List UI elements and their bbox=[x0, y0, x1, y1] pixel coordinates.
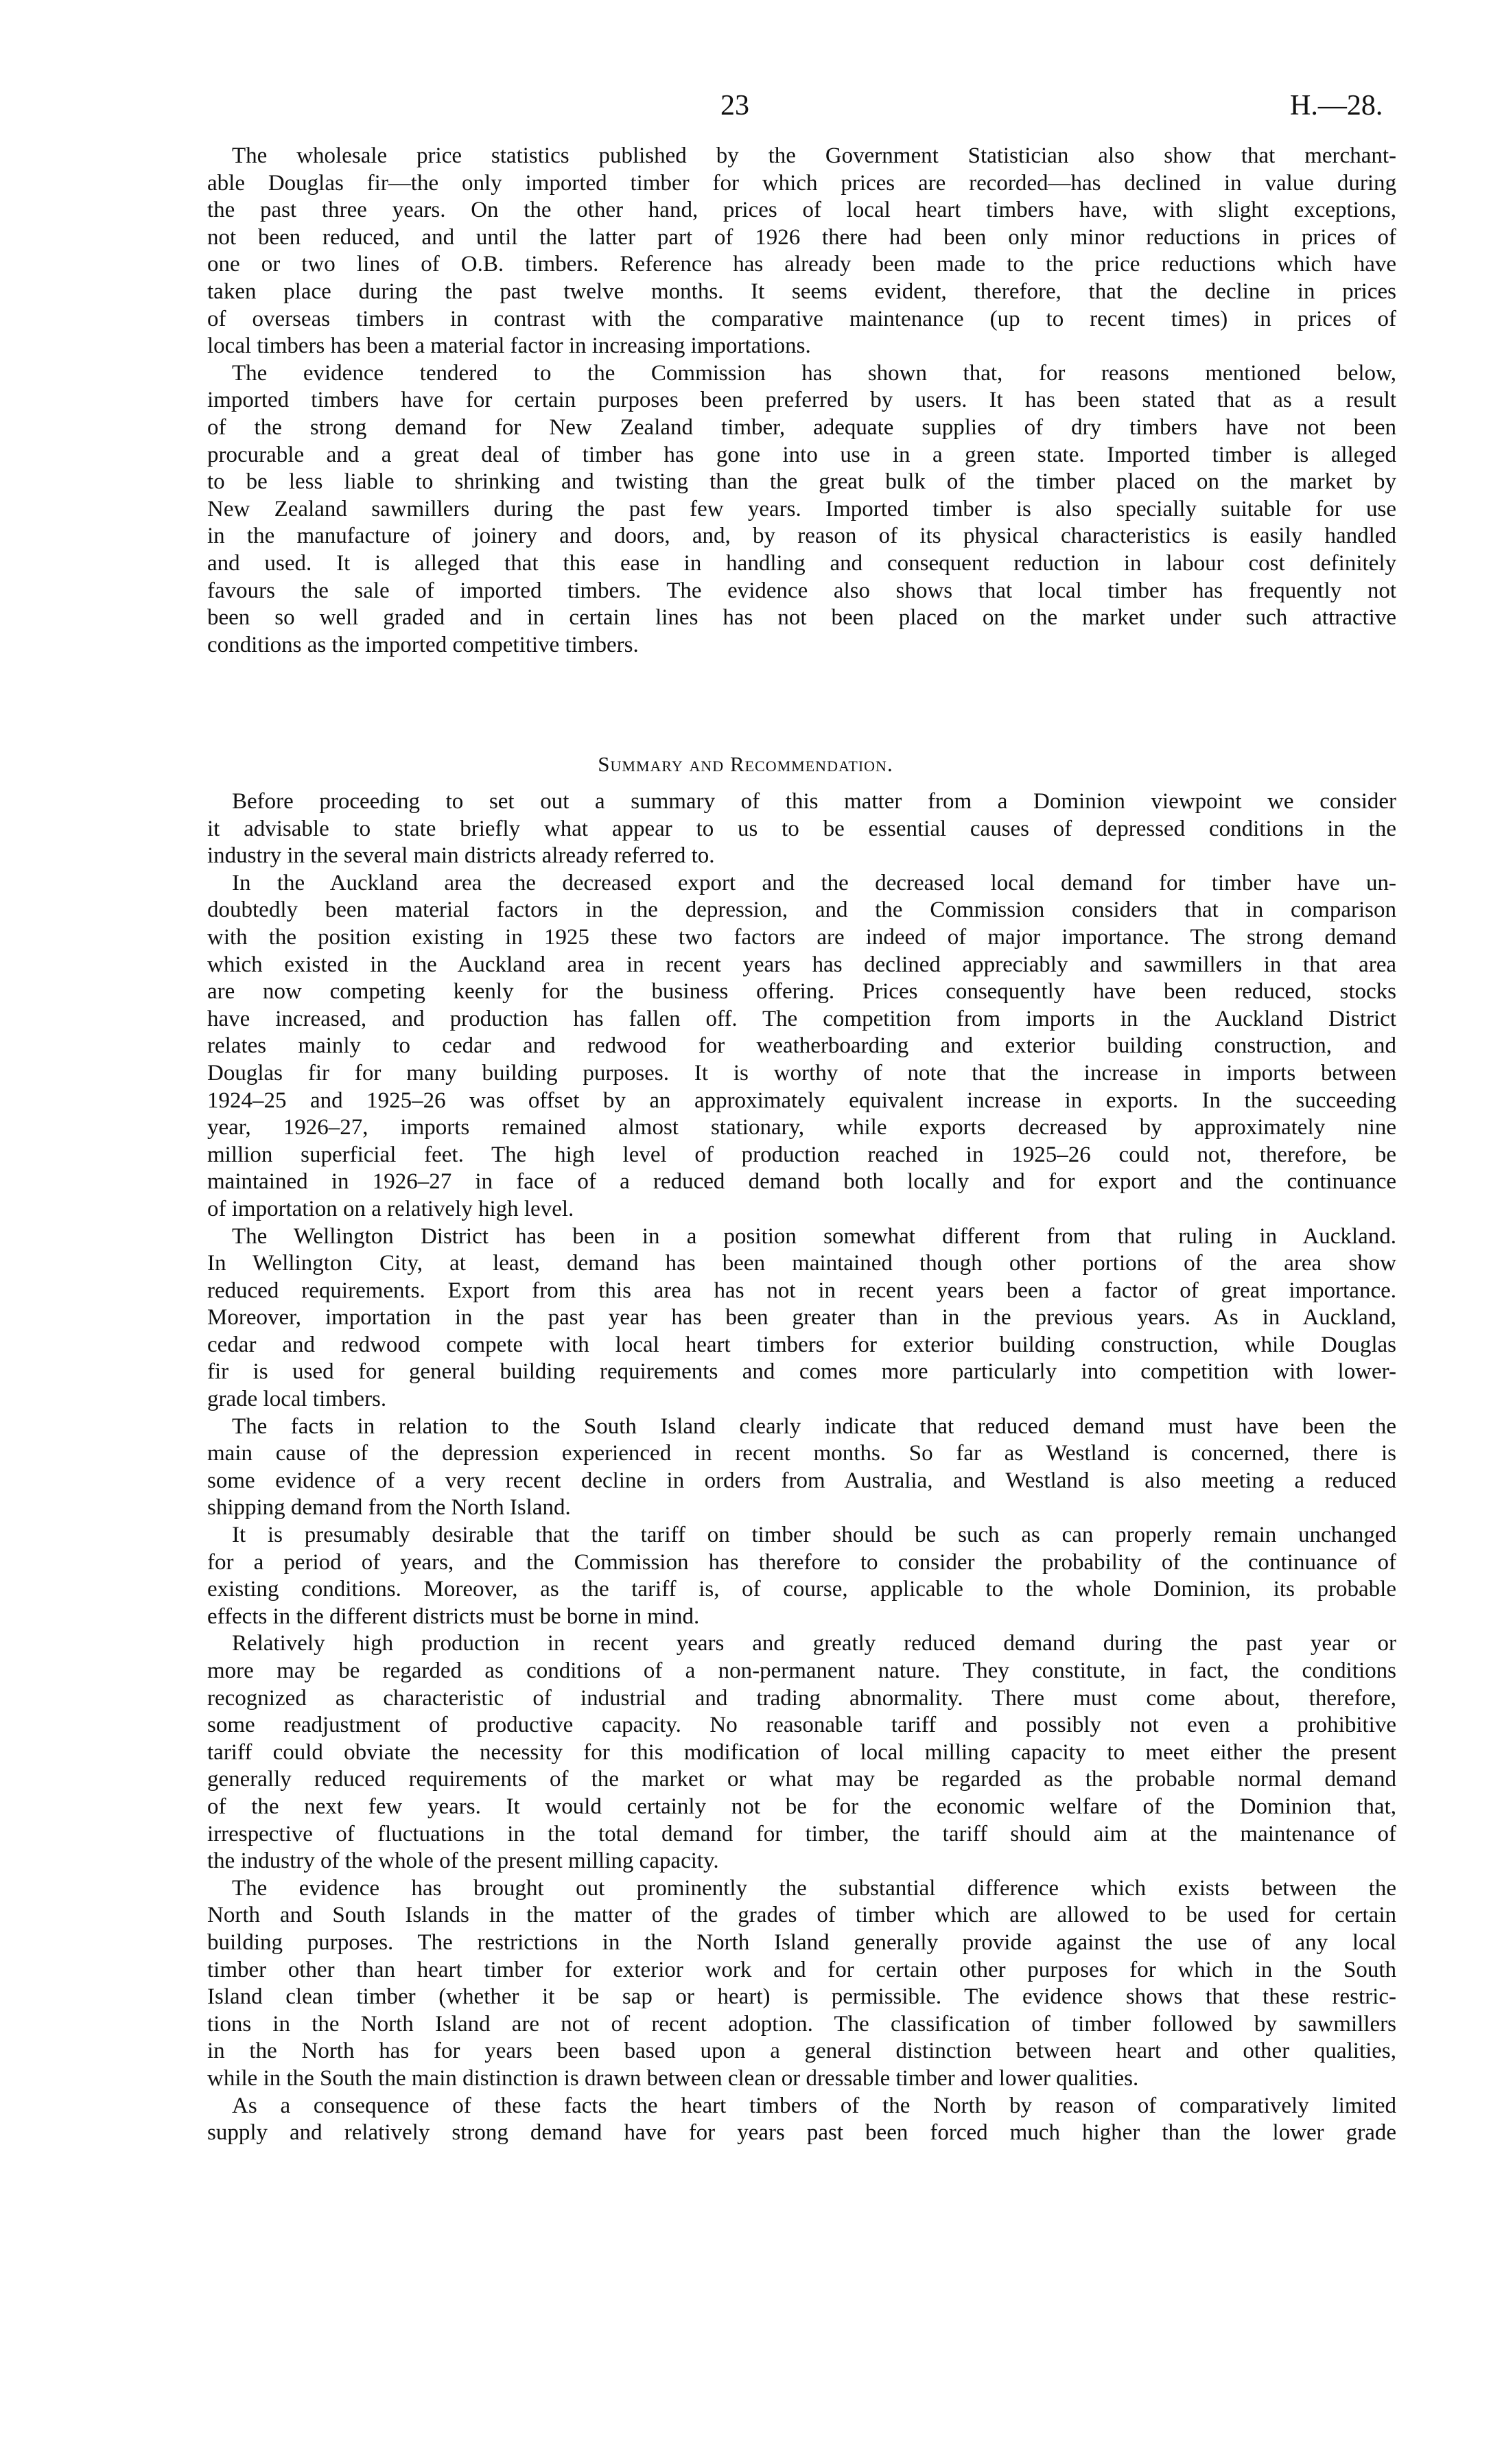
text-line: some readjustment of productive capacity. No reasonable tariff and possibly not even a prohibitive bbox=[207, 1713, 1396, 1738]
paragraph bbox=[207, 1630, 1396, 1875]
document-reference: H.—28. bbox=[1290, 90, 1383, 121]
text-line: with the position existing in 1925 these two factors are indeed of major importance. The strong demand bbox=[207, 924, 1396, 950]
text-line: It is presumably desirable that the tariff on timber should be such as can properly remain unchanged bbox=[232, 1523, 1396, 1548]
page-number: 23 bbox=[720, 90, 749, 121]
paragraph bbox=[207, 1223, 1396, 1413]
text-line: one or two lines of O.B. timbers. Reference has already been made to the price reductions which have bbox=[207, 252, 1396, 277]
paragraph bbox=[207, 1413, 1396, 1522]
text-line: Relatively high production in recent years and greatly reduced demand during the past year or bbox=[232, 1631, 1396, 1656]
text-line: of the strong demand for New Zealand timber, adequate supplies of dry timbers have not been bbox=[207, 414, 1396, 440]
section-body-1 bbox=[207, 143, 1396, 659]
text-line: some evidence of a very recent decline in orders from Australia, and Westland is also meeting a reduced bbox=[207, 1468, 1396, 1493]
text-line: building purposes. The restrictions in the North Island generally provide against the use of any local bbox=[207, 1929, 1396, 1955]
text-line: which existed in the Auckland area in recent years has declined appreciably and sawmillers in that area bbox=[207, 952, 1396, 977]
text-line: taken place during the past twelve months. It seems evident, therefore, that the decline in prices bbox=[207, 279, 1396, 304]
text-line: the past three years. On the other hand, prices of local heart timbers have, with slight exceptions, bbox=[207, 198, 1396, 223]
text-line: generally reduced requirements of the market or what may be regarded as the probable normal demand bbox=[207, 1767, 1396, 1792]
text-line: the industry of the whole of the present milling capacity. bbox=[207, 1849, 719, 1874]
text-line: able Douglas fir—the only imported timber for which prices are recorded—has declined in value during bbox=[207, 170, 1396, 196]
text-line: effects in the different districts must be borne in mind. bbox=[207, 1604, 700, 1629]
text-line: existing conditions. Moreover, as the tariff is, of course, applicable to the whole Dominion, its probable bbox=[207, 1577, 1396, 1602]
text-line: supply and relatively strong demand have for years past been forced much higher than the lower grade bbox=[207, 2120, 1396, 2146]
text-line: of importation on a relatively high level. bbox=[207, 1196, 574, 1221]
text-line: Before proceeding to set out a summary of this matter from a Dominion viewpoint we consider bbox=[232, 789, 1396, 814]
text-line: timber other than heart timber for exterior work and for certain other purposes for which in the South bbox=[207, 1957, 1396, 1982]
text-line: recognized as characteristic of industrial and trading abnormality. There must come about, therefore, bbox=[207, 1685, 1396, 1711]
text-line: The evidence tendered to the Commission has shown that, for reasons mentioned below, bbox=[232, 360, 1396, 386]
text-line: shipping demand from the North Island. bbox=[207, 1495, 571, 1521]
text-line: industry in the several main districts already referred to. bbox=[207, 843, 715, 869]
text-line: for a period of years, and the Commission has therefore to consider the probability of the continuance of bbox=[207, 1549, 1396, 1575]
text-line: been so well graded and in certain lines has not been placed on the market under such attractive bbox=[207, 605, 1396, 631]
text-line: The evidence has brought out prominently the substantial difference which exists between the bbox=[232, 1875, 1396, 1901]
text-line: tariff could obviate the necessity for this modification of local milling capacity to meet either the present bbox=[207, 1739, 1396, 1765]
text-line: procurable and a great deal of timber has gone into use in a green state. Imported timber is alleged bbox=[207, 442, 1396, 467]
text-line: tions in the North Island are not of recent adoption. The classification of timber followed by sawmillers bbox=[207, 2011, 1396, 2037]
paragraph bbox=[207, 360, 1396, 659]
text-line: while in the South the main distinction is drawn between clean or dressable timber and lower qualities. bbox=[207, 2065, 1139, 2091]
text-line: 1924–25 and 1925–26 was offset by an approximately equivalent increase in exports. In the succeeding bbox=[207, 1088, 1396, 1113]
text-line: maintained in 1926–27 in face of a reduced demand both locally and for export and the continuance bbox=[207, 1169, 1396, 1195]
text-line: Moreover, importation in the past year has been greater than in the previous years. As in Auckland, bbox=[207, 1305, 1396, 1330]
text-line: million superficial feet. The high level of production reached in 1925–26 could not, therefore, be bbox=[207, 1142, 1396, 1167]
text-line: main cause of the depression experienced in recent months. So far as Westland is concerned, there is bbox=[207, 1441, 1396, 1466]
text-line: conditions as the imported competitive timbers. bbox=[207, 632, 639, 657]
section-heading: Summary and Recommendation. bbox=[598, 752, 893, 776]
paragraph bbox=[207, 870, 1396, 1223]
text-line: more may be regarded as conditions of a non-permanent nature. They constitute, in fact, the conditions bbox=[207, 1658, 1396, 1683]
text-line: Douglas fir for many building purposes. It is worthy of note that the increase in imports between bbox=[207, 1060, 1396, 1086]
text-line: favours the sale of imported timbers. The evidence also shows that local timber has frequently not bbox=[207, 578, 1396, 603]
text-line: reduced requirements. Export from this area has not in recent years been a factor of great importance. bbox=[207, 1278, 1396, 1303]
text-line: year, 1926–27, imports remained almost stationary, while exports decreased by approximately nine bbox=[207, 1115, 1396, 1140]
text-line: imported timbers have for certain purposes been preferred by users. It has been stated that as a result bbox=[207, 388, 1396, 413]
text-line: and used. It is alleged that this ease in handling and consequent reduction in labour cost definitely bbox=[207, 550, 1396, 576]
text-line: in the manufacture of joinery and doors, and, by reason of its physical characteristics is easily handled bbox=[207, 524, 1396, 549]
text-line: it advisable to state briefly what appear to us to be essential causes of depressed conditions in the bbox=[207, 816, 1396, 841]
text-line: The Wellington District has been in a position somewhat different from that ruling in Auckland. bbox=[232, 1223, 1396, 1249]
paragraph bbox=[207, 1875, 1396, 2093]
text-line: local timbers has been a material factor in increasing importations. bbox=[207, 333, 811, 359]
text-line: relates mainly to cedar and redwood for weatherboarding and exterior building construction, and bbox=[207, 1033, 1396, 1059]
text-line: of overseas timbers in contrast with the comparative maintenance (up to recent times) in prices of bbox=[207, 306, 1396, 331]
text-line: irrespective of fluctuations in the total demand for timber, the tariff should aim at the maintenance of bbox=[207, 1821, 1396, 1846]
text-line: doubtedly been material factors in the depression, and the Commission considers that in comparison bbox=[207, 897, 1396, 923]
text-line: The facts in relation to the South Island clearly indicate that reduced demand must have been the bbox=[232, 1413, 1396, 1439]
paragraph bbox=[207, 143, 1396, 360]
paragraph bbox=[207, 2093, 1396, 2147]
text-line: grade local timbers. bbox=[207, 1387, 387, 1412]
text-line: The wholesale price statistics published by the Government Statistician also show that merchant- bbox=[232, 143, 1396, 168]
text-line: New Zealand sawmillers during the past few years. Imported timber is also specially suitable for use bbox=[207, 496, 1396, 521]
section-body-2 bbox=[207, 788, 1396, 2147]
text-line: have increased, and production has fallen off. The competition from imports in the Auckland District bbox=[207, 1006, 1396, 1031]
text-line: in the North has for years been based upon a general distinction between heart and other qualities, bbox=[207, 2039, 1396, 2064]
text-line: of the next few years. It would certainly not be for the economic welfare of the Dominion that, bbox=[207, 1794, 1396, 1819]
text-line: Island clean timber (whether it be sap or heart) is permissible. The evidence shows that these restric- bbox=[207, 1984, 1396, 2010]
text-line: In the Auckland area the decreased export and the decreased local demand for timber have un- bbox=[232, 870, 1396, 895]
text-line: to be less liable to shrinking and twisting than the great bulk of the timber placed on the market by bbox=[207, 469, 1396, 495]
text-line: North and South Islands in the matter of the grades of timber which are allowed to be used for certain bbox=[207, 1903, 1396, 1928]
text-line: As a consequence of these facts the heart timbers of the North by reason of comparatively limited bbox=[232, 2093, 1396, 2118]
text-line: are now competing keenly for the business offering. Prices consequently have been reduced, stocks bbox=[207, 979, 1396, 1005]
paragraph bbox=[207, 1522, 1396, 1630]
paragraph bbox=[207, 788, 1396, 870]
text-line: fir is used for general building requirements and comes more particularly into competition with lower- bbox=[207, 1359, 1396, 1385]
text-line: not been reduced, and until the latter part of 1926 there had been only minor reductions in prices of bbox=[207, 224, 1396, 250]
text-line: In Wellington City, at least, demand has been maintained though other portions of the area show bbox=[207, 1251, 1396, 1276]
text-line: cedar and redwood compete with local heart timbers for exterior building construction, while Douglas bbox=[207, 1332, 1396, 1357]
